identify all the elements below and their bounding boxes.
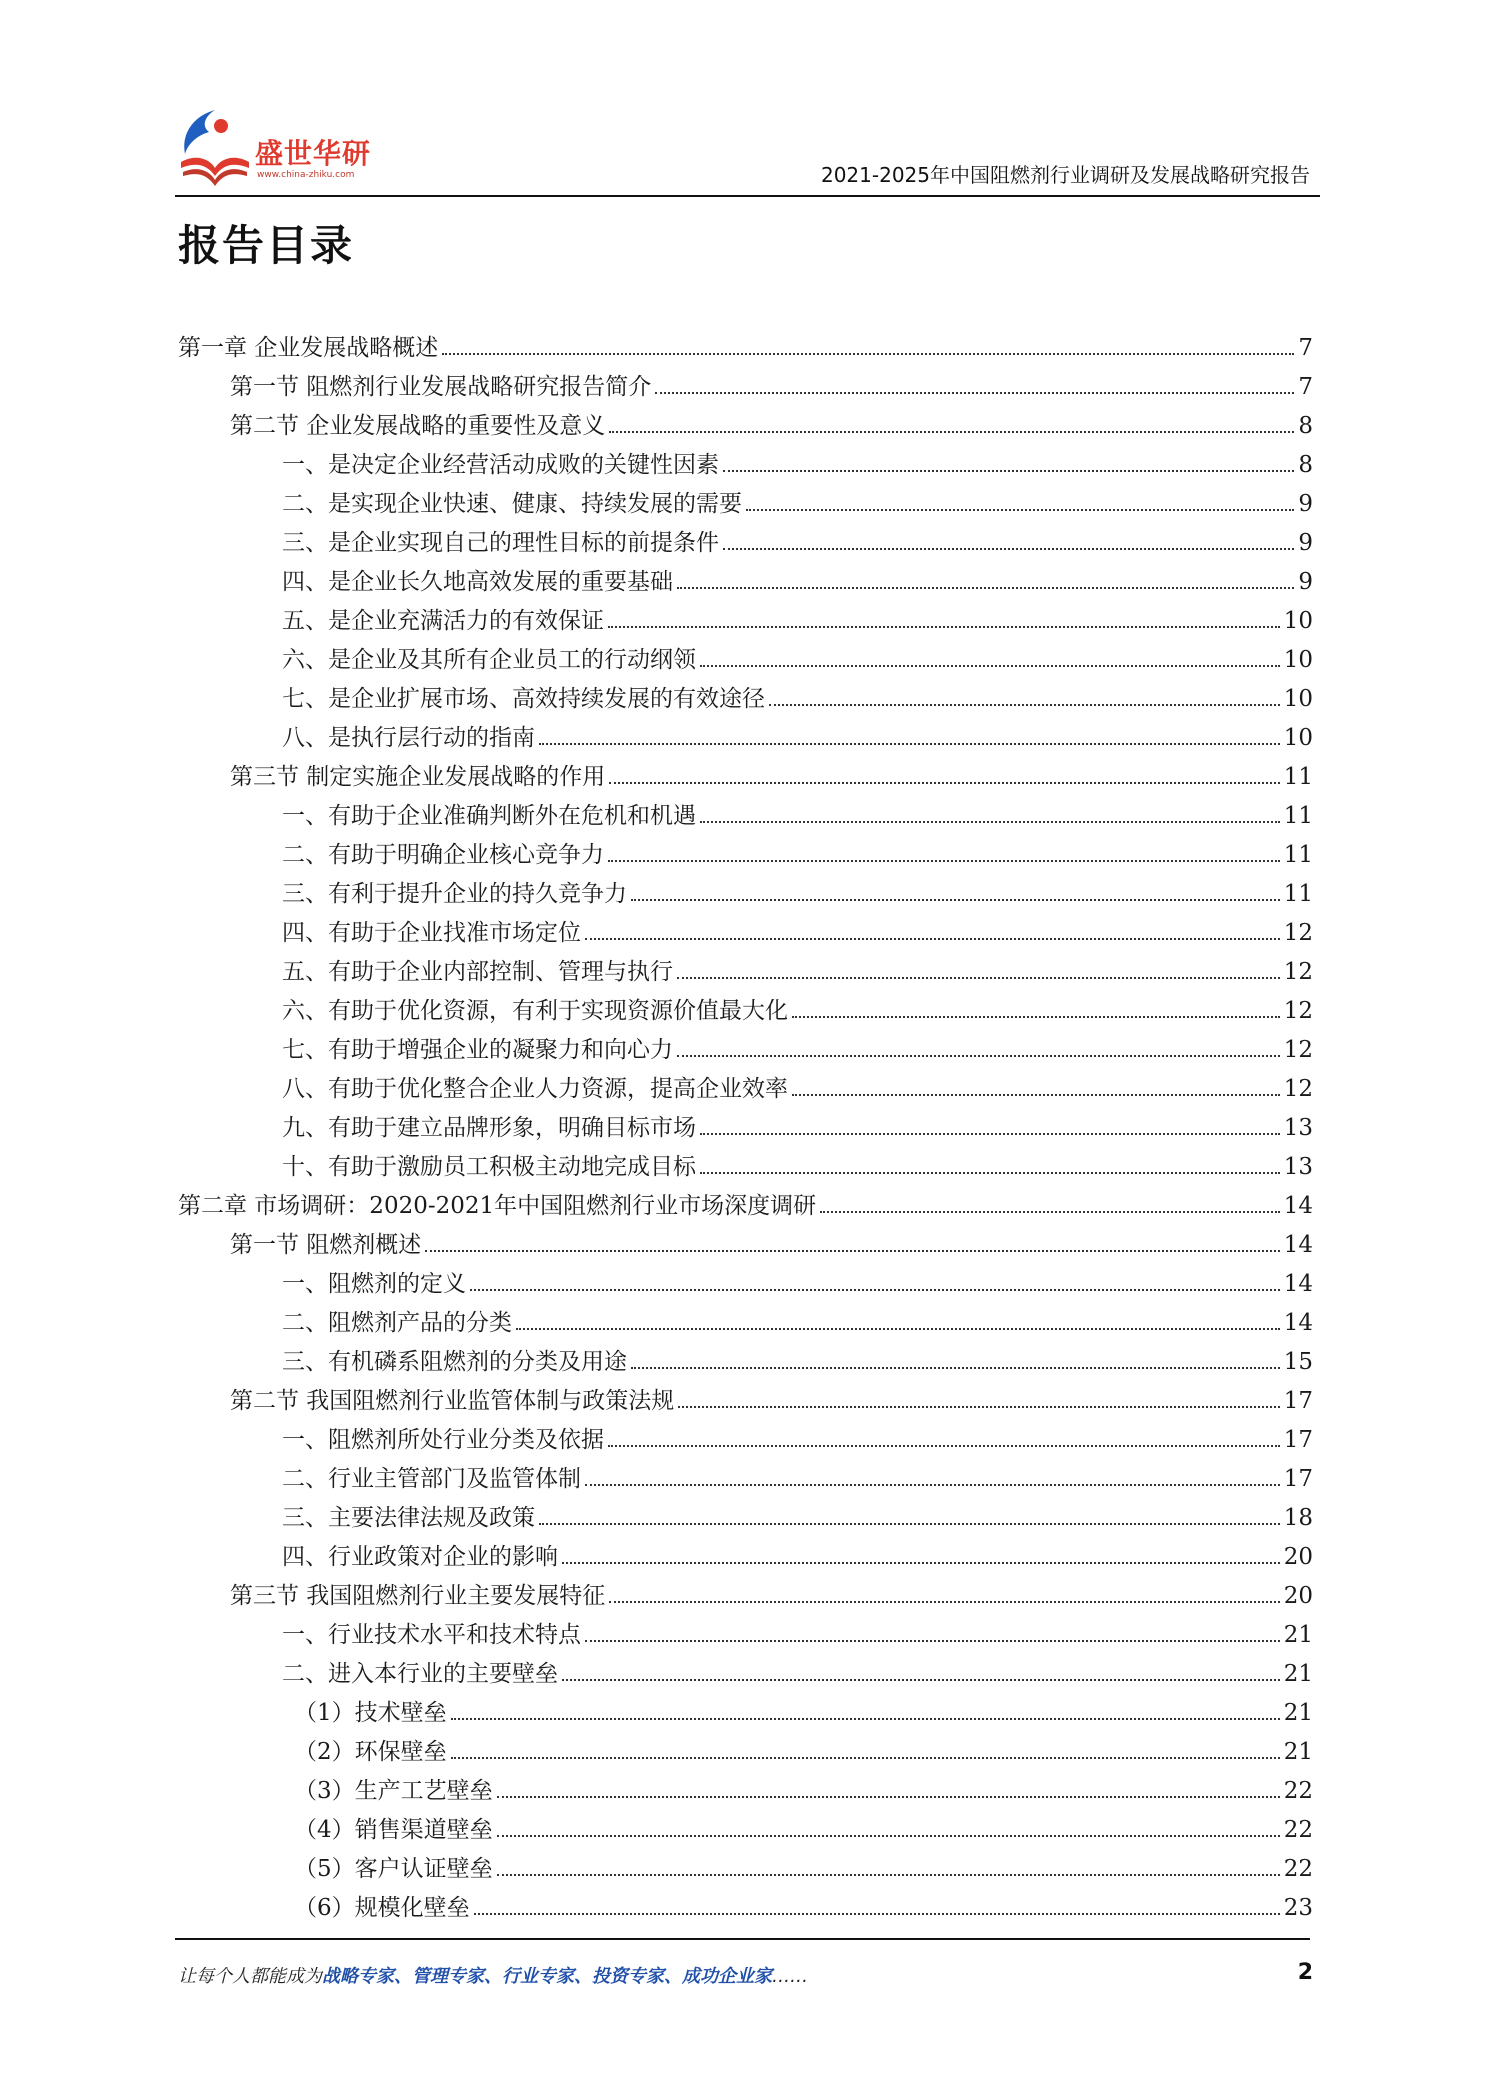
toc-entry[interactable] [178,519,1313,558]
toc-entry-page: 21 [1283,1739,1313,1765]
toc-entry-page: 9 [1298,569,1313,595]
toc-entry[interactable] [178,1416,1313,1455]
toc-entry[interactable] [178,1338,1313,1377]
toc-leader-dots [497,1835,1280,1837]
header-divider [175,195,1320,197]
toc-entry[interactable] [178,831,1313,870]
toc-entry-title: 七、有助于增强企业的凝聚力和向心力 [282,1037,673,1063]
toc-entry-title: （5）客户认证壁垒 [294,1856,493,1882]
toc-leader-dots [539,743,1280,745]
toc-entry-page: 11 [1283,842,1313,868]
page-footer [178,1962,1313,1992]
toc-leader-dots [562,1562,1280,1564]
toc-entry-page: 13 [1283,1154,1313,1180]
toc-leader-dots [677,1055,1280,1057]
toc-leader-dots [723,548,1294,550]
toc-entry-title: （3）生产工艺壁垒 [294,1778,493,1804]
toc-entry-title: 四、行业政策对企业的影响 [282,1544,558,1570]
slogan-highlight: 战略专家、管理专家、行业专家、投资专家、成功企业家 [322,1966,772,1987]
toc-leader-dots [425,1250,1279,1252]
toc-leader-dots [609,782,1279,784]
toc-entry-page: 13 [1283,1115,1313,1141]
toc-entry-title: 四、有助于企业找准市场定位 [282,920,581,946]
toc-leader-dots [497,1796,1280,1798]
toc-entry-page: 17 [1283,1388,1313,1414]
toc-leader-dots [677,587,1294,589]
toc-entry-page: 14 [1283,1232,1313,1258]
toc-entry-title: （4）销售渠道壁垒 [294,1817,493,1843]
toc-entry-title: （1）技术壁垒 [294,1700,447,1726]
toc-leader-dots [723,470,1294,472]
toc-leader-dots [608,626,1280,628]
toc-entry[interactable] [178,363,1313,402]
toc-entry[interactable] [178,1884,1313,1923]
toc-entry-title: 六、有助于优化资源，有利于实现资源价值最大化 [282,998,788,1024]
page-number: 2 [1297,1960,1313,1985]
toc-entry-title: 第二节 我国阻燃剂行业监管体制与政策法规 [230,1388,675,1414]
toc-entry[interactable] [178,441,1313,480]
book-swoosh-logo-icon [175,106,253,190]
logo-url: www.china-zhiku.com [257,170,355,180]
toc-entry-title: 六、是企业及其所有企业员工的行动纲领 [282,647,696,673]
toc-entry-title: 五、是企业充满活力的有效保证 [282,608,604,634]
toc-entry-page: 14 [1283,1310,1313,1336]
toc-leader-dots [700,821,1280,823]
toc-leader-dots [631,899,1280,901]
toc-entry-page: 8 [1298,413,1313,439]
toc-entry-page: 7 [1298,374,1313,400]
toc-leader-dots [820,1211,1280,1213]
toc-leader-dots [700,665,1280,667]
toc-entry[interactable] [178,870,1313,909]
toc-leader-dots [516,1328,1280,1330]
toc-leader-dots [608,860,1280,862]
toc-entry[interactable] [178,1260,1313,1299]
toc-leader-dots [609,431,1294,433]
toc-entry-page: 11 [1283,803,1313,829]
toc-leader-dots [609,1601,1279,1603]
toc-entry[interactable] [178,1728,1313,1767]
page-heading: 报告目录 [178,221,355,270]
slogan-suffix: …… [772,1966,808,1987]
toc-entry-title: 一、是决定企业经营活动成败的关键性因素 [282,452,719,478]
toc-entry-page: 17 [1283,1466,1313,1492]
toc-entry[interactable] [178,1767,1313,1806]
toc-leader-dots [451,1718,1280,1720]
logo [175,106,415,190]
toc-entry-title: 十、有助于激励员工积极主动地完成目标 [282,1154,696,1180]
toc-entry-title: 二、行业主管部门及监管体制 [282,1466,581,1492]
toc-entry-page: 18 [1283,1505,1313,1531]
toc-entry-page: 8 [1298,452,1313,478]
toc-entry[interactable] [178,1455,1313,1494]
toc-entry[interactable] [178,1806,1313,1845]
toc-leader-dots [746,509,1294,511]
toc-entry[interactable] [178,1377,1313,1416]
toc-entry-title: 第三节 制定实施企业发展战略的作用 [230,764,606,790]
toc-entry-title: 一、行业技术水平和技术特点 [282,1622,581,1648]
toc-leader-dots [539,1523,1280,1525]
toc-leader-dots [631,1367,1280,1369]
toc-entry-page: 11 [1283,881,1313,907]
toc-leader-dots [442,353,1294,355]
toc-entry-title: 五、有助于企业内部控制、管理与执行 [282,959,673,985]
toc-entry-page: 17 [1283,1427,1313,1453]
toc-entry[interactable] [178,1299,1313,1338]
document-title: 2021-2025年中国阻燃剂行业调研及发展战略研究报告 [820,163,1310,187]
toc-entry[interactable] [178,324,1313,363]
footer-divider [175,1938,1310,1940]
toc-leader-dots [769,704,1280,706]
toc-entry[interactable] [178,792,1313,831]
toc-entry-title: 第二节 企业发展战略的重要性及意义 [230,413,606,439]
toc-entry[interactable] [178,675,1313,714]
toc-entry[interactable] [178,1026,1313,1065]
toc-entry-title: 第二章 市场调研：2020-2021年中国阻燃剂行业市场深度调研 [178,1193,817,1219]
toc-entry-page: 14 [1283,1271,1313,1297]
toc-entry-title: 二、进入本行业的主要壁垒 [282,1661,558,1687]
toc-entry-page: 12 [1283,998,1313,1024]
table-of-contents [178,324,1313,1923]
toc-leader-dots [585,1484,1280,1486]
logo-name: 盛世华研 [255,137,372,170]
toc-entry-page: 21 [1283,1622,1313,1648]
toc-entry-page: 22 [1283,1778,1313,1804]
toc-entry-page: 9 [1298,491,1313,517]
toc-leader-dots [700,1133,1280,1135]
toc-entry-title: 第一章 企业发展战略概述 [178,335,439,361]
toc-entry-page: 11 [1283,764,1313,790]
toc-entry-title: 二、阻燃剂产品的分类 [282,1310,512,1336]
toc-entry-page: 10 [1283,608,1313,634]
toc-entry-title: 三、主要法律法规及政策 [282,1505,535,1531]
toc-entry[interactable] [178,597,1313,636]
toc-entry-page: 9 [1298,530,1313,556]
toc-entry[interactable] [178,1533,1313,1572]
toc-entry-page: 12 [1283,959,1313,985]
toc-entry-page: 14 [1283,1193,1313,1219]
toc-leader-dots [655,392,1294,394]
toc-entry-page: 22 [1283,1817,1313,1843]
toc-leader-dots [792,1094,1280,1096]
toc-entry-title: 第一节 阻燃剂概述 [230,1232,422,1258]
toc-entry-title: 二、有助于明确企业核心竞争力 [282,842,604,868]
toc-entry[interactable] [178,402,1313,441]
toc-entry-page: 23 [1283,1895,1313,1921]
toc-entry-title: 第三节 我国阻燃剂行业主要发展特征 [230,1583,606,1609]
toc-entry-title: 第一节 阻燃剂行业发展战略研究报告简介 [230,374,652,400]
toc-entry-title: 一、阻燃剂的定义 [282,1271,466,1297]
toc-leader-dots [562,1679,1280,1681]
toc-leader-dots [608,1445,1280,1447]
toc-entry[interactable] [178,714,1313,753]
toc-entry-title: 二、是实现企业快速、健康、持续发展的需要 [282,491,742,517]
toc-entry-page: 15 [1283,1349,1313,1375]
toc-entry[interactable] [178,753,1313,792]
toc-entry-page: 20 [1283,1583,1313,1609]
toc-entry-page: 22 [1283,1856,1313,1882]
toc-leader-dots [700,1172,1280,1174]
toc-entry-title: 七、是企业扩展市场、高效持续发展的有效途径 [282,686,765,712]
toc-leader-dots [585,938,1280,940]
toc-entry-page: 7 [1298,335,1313,361]
toc-entry-page: 10 [1283,647,1313,673]
toc-entry-page: 12 [1283,1076,1313,1102]
toc-entry-page: 21 [1283,1700,1313,1726]
toc-entry[interactable] [178,1650,1313,1689]
toc-entry-title: 一、阻燃剂所处行业分类及依据 [282,1427,604,1453]
toc-entry-page: 21 [1283,1661,1313,1687]
footer-slogan [178,1962,808,1988]
toc-entry-title: 九、有助于建立品牌形象，明确目标市场 [282,1115,696,1141]
toc-entry[interactable] [178,1845,1313,1884]
toc-entry[interactable] [178,909,1313,948]
toc-entry-page: 20 [1283,1544,1313,1570]
toc-entry-title: 八、是执行层行动的指南 [282,725,535,751]
toc-entry-title: （2）环保壁垒 [294,1739,447,1765]
toc-entry-title: 三、有机磷系阻燃剂的分类及用途 [282,1349,627,1375]
toc-entry[interactable] [178,1611,1313,1650]
toc-entry-page: 10 [1283,686,1313,712]
toc-entry[interactable] [178,1689,1313,1728]
toc-entry[interactable] [178,1494,1313,1533]
toc-entry[interactable] [178,558,1313,597]
toc-leader-dots [585,1640,1280,1642]
toc-leader-dots [474,1913,1280,1915]
toc-entry[interactable] [178,987,1313,1026]
toc-entry-page: 12 [1283,1037,1313,1063]
toc-leader-dots [678,1406,1279,1408]
toc-entry[interactable] [178,1065,1313,1104]
toc-leader-dots [497,1874,1280,1876]
toc-entry-title: 三、有利于提升企业的持久竞争力 [282,881,627,907]
toc-entry-title: 一、有助于企业准确判断外在危机和机遇 [282,803,696,829]
toc-entry-page: 12 [1283,920,1313,946]
toc-entry[interactable] [178,1182,1313,1221]
toc-entry-title: 八、有助于优化整合企业人力资源，提高企业效率 [282,1076,788,1102]
toc-entry[interactable] [178,1104,1313,1143]
toc-leader-dots [677,977,1280,979]
toc-entry[interactable] [178,480,1313,519]
toc-entry[interactable] [178,948,1313,987]
toc-entry[interactable] [178,1221,1313,1260]
toc-entry-title: 四、是企业长久地高效发展的重要基础 [282,569,673,595]
toc-leader-dots [451,1757,1280,1759]
toc-entry-page: 10 [1283,725,1313,751]
toc-leader-dots [470,1289,1280,1291]
toc-entry-title: 三、是企业实现自己的理性目标的前提条件 [282,530,719,556]
toc-entry[interactable] [178,636,1313,675]
toc-entry-title: （6）规模化壁垒 [294,1895,470,1921]
toc-leader-dots [792,1016,1280,1018]
slogan-prefix: 让每个人都能成为 [178,1966,322,1987]
toc-entry[interactable] [178,1572,1313,1611]
toc-entry[interactable] [178,1143,1313,1182]
